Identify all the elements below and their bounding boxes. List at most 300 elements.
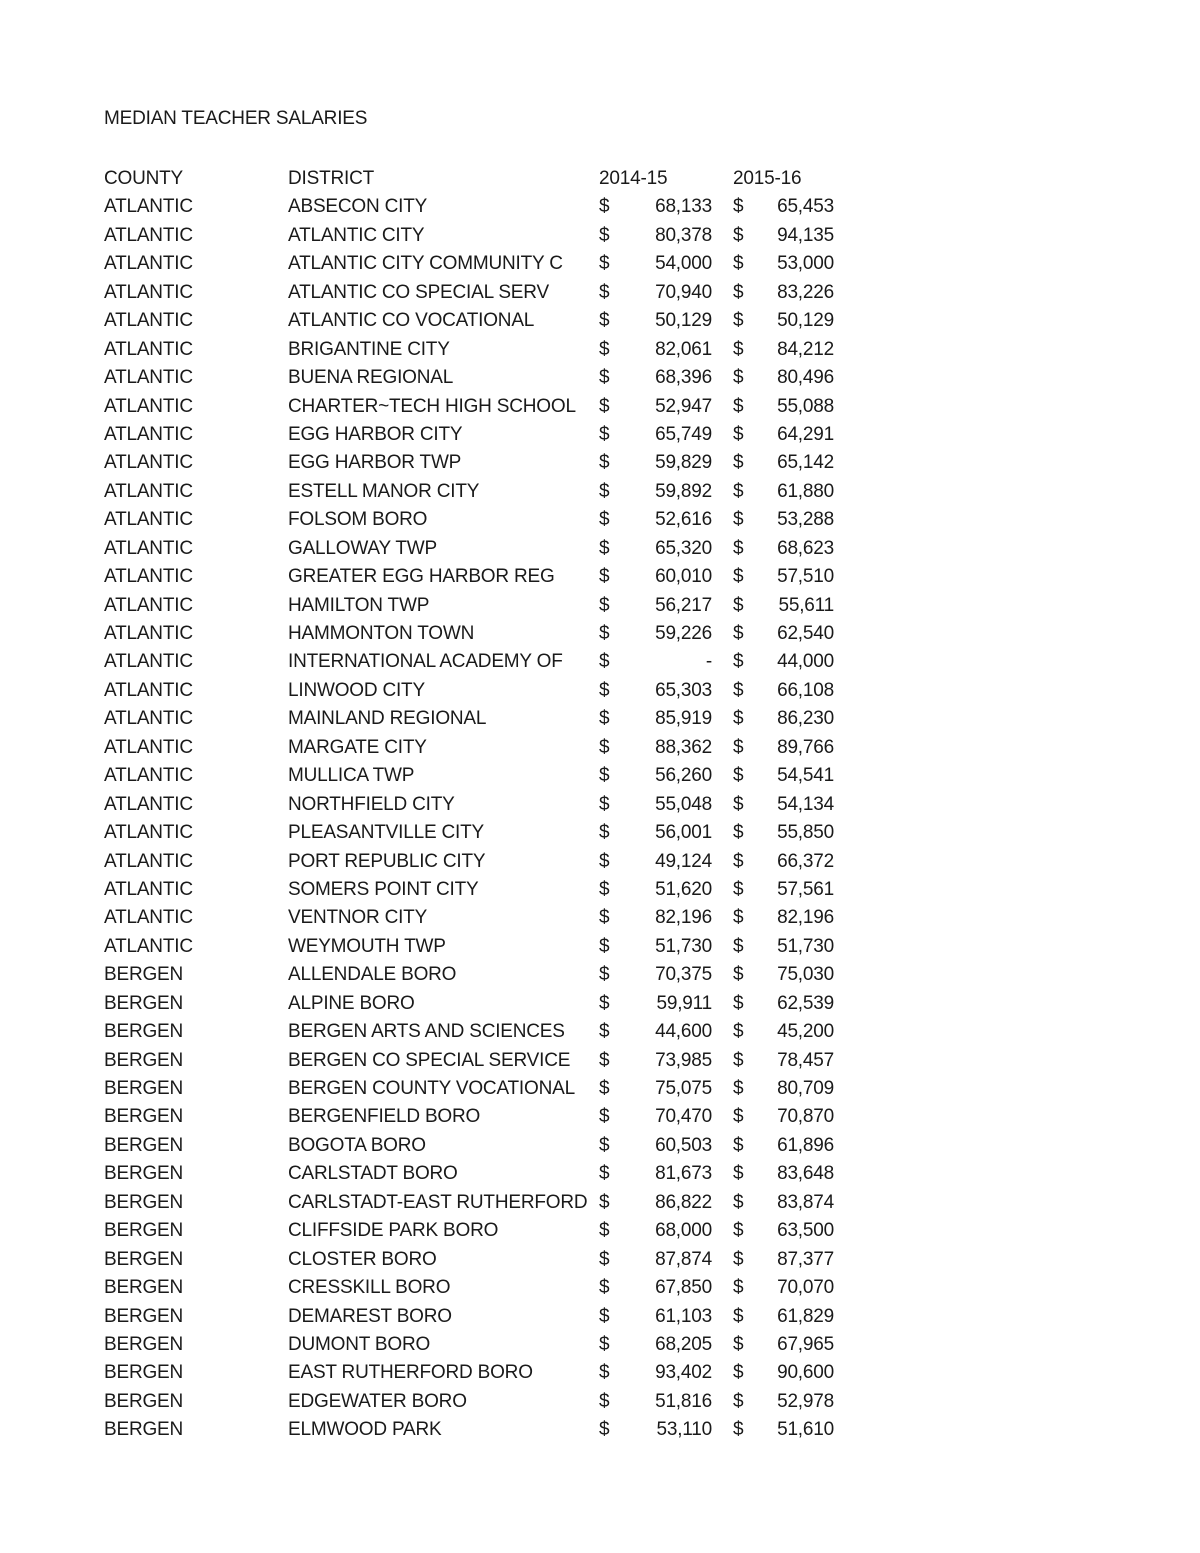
currency-symbol: $	[599, 594, 610, 616]
salary-2014-15-cell: 87,874	[655, 1248, 712, 1270]
table-row	[0, 762, 1200, 790]
salary-2015-16-cell: 61,880	[777, 480, 834, 502]
currency-symbol: $	[733, 1021, 744, 1043]
table-row	[0, 705, 1200, 733]
currency-symbol: $	[599, 822, 610, 844]
salary-2014-15-cell: 88,362	[655, 736, 712, 758]
currency-symbol: $	[599, 310, 610, 332]
salary-2015-16-cell: 63,500	[777, 1220, 834, 1242]
table-header-row	[0, 165, 1200, 193]
currency-symbol: $	[733, 367, 744, 389]
county-cell: BERGEN	[104, 1021, 184, 1043]
district-cell: CARLSTADT-EAST RUTHERFORD	[288, 1191, 588, 1213]
salary-2014-15-cell: 82,196	[655, 907, 712, 929]
salary-2014-15-cell: 52,947	[655, 395, 712, 417]
district-cell: SOMERS POINT CITY	[288, 878, 479, 900]
salary-2015-16-cell: 83,874	[777, 1191, 834, 1213]
table-row	[0, 535, 1200, 563]
currency-symbol: $	[733, 1419, 744, 1441]
salary-2015-16-cell: 51,610	[777, 1419, 834, 1441]
district-cell: LINWOOD CITY	[288, 679, 425, 701]
table-row	[0, 222, 1200, 250]
currency-symbol: $	[599, 253, 610, 275]
currency-symbol: $	[733, 1390, 744, 1412]
county-cell: ATLANTIC	[104, 708, 193, 730]
salary-2014-15-cell: 59,226	[655, 623, 712, 644]
currency-symbol: $	[599, 1078, 610, 1099]
currency-symbol: $	[733, 566, 744, 588]
currency-symbol: $	[599, 736, 610, 758]
currency-symbol: $	[733, 1333, 744, 1355]
currency-symbol: $	[599, 281, 610, 303]
county-cell: ATLANTIC	[104, 509, 193, 531]
district-cell: DUMONT BORO	[288, 1333, 431, 1355]
table-row	[0, 279, 1200, 307]
salary-2015-16-cell: 66,372	[777, 850, 834, 872]
salary-2015-16-cell: 87,377	[777, 1248, 834, 1270]
salary-2015-16-cell: 67,965	[777, 1333, 834, 1355]
table-row	[0, 193, 1200, 221]
county-cell: ATLANTIC	[104, 793, 193, 815]
currency-symbol: $	[733, 736, 744, 758]
currency-symbol: $	[599, 1163, 610, 1185]
currency-symbol: $	[733, 338, 744, 360]
currency-symbol: $	[733, 964, 744, 986]
salary-2014-15-cell: 59,829	[655, 452, 712, 474]
table-row	[0, 421, 1200, 449]
county-cell: BERGEN	[104, 1333, 184, 1355]
salary-2014-15-cell: 67,850	[655, 1277, 712, 1299]
currency-symbol: $	[733, 935, 744, 957]
table-row	[0, 1416, 1200, 1444]
county-cell: BERGEN	[104, 1049, 184, 1071]
header-county: COUNTY	[104, 168, 184, 189]
table-row	[0, 1160, 1200, 1188]
salary-2014-15-cell: 68,396	[655, 367, 712, 389]
district-cell: EDGEWATER BORO	[288, 1390, 467, 1412]
header-year-2015-16: 2015-16	[733, 168, 802, 189]
currency-symbol: $	[599, 878, 610, 900]
salary-2015-16-cell: 55,850	[777, 822, 834, 844]
salary-2014-15-cell: 80,378	[655, 224, 712, 246]
currency-symbol: $	[599, 1390, 610, 1412]
table-row	[0, 563, 1200, 591]
county-cell: BERGEN	[104, 1163, 184, 1185]
salary-2015-16-cell: 57,510	[777, 566, 834, 588]
district-cell: ATLANTIC CO SPECIAL SERV	[288, 281, 549, 303]
salary-2014-15-cell: 75,075	[655, 1078, 712, 1099]
salary-2014-15-cell: 70,940	[655, 281, 712, 303]
salary-2015-16-cell: 78,457	[777, 1049, 834, 1071]
salary-2014-15-cell: 51,816	[655, 1390, 712, 1412]
currency-symbol: $	[733, 1106, 744, 1128]
county-cell: ATLANTIC	[104, 850, 193, 872]
county-cell: ATLANTIC	[104, 537, 193, 559]
county-cell: ATLANTIC	[104, 310, 193, 332]
salary-2015-16-cell: 75,030	[777, 964, 834, 986]
district-cell: BOGOTA BORO	[288, 1134, 426, 1156]
salary-2014-15-cell: 51,730	[655, 935, 712, 957]
table-body	[0, 193, 1200, 1444]
table-row	[0, 677, 1200, 705]
currency-symbol: $	[599, 566, 610, 588]
currency-symbol: $	[599, 1134, 610, 1156]
salary-2014-15-cell: 55,048	[655, 793, 712, 815]
table-row	[0, 848, 1200, 876]
currency-symbol: $	[733, 395, 744, 417]
currency-symbol: $	[599, 1419, 610, 1441]
district-cell: BERGEN CO SPECIAL SERVICE	[288, 1049, 571, 1071]
table-row	[0, 1388, 1200, 1416]
county-cell: BERGEN	[104, 964, 184, 986]
currency-symbol: $	[599, 1021, 610, 1043]
table-row	[0, 1132, 1200, 1160]
county-cell: BERGEN	[104, 1362, 184, 1384]
salary-2015-16-cell: 70,070	[777, 1277, 834, 1299]
county-cell: ATLANTIC	[104, 907, 193, 929]
district-cell: INTERNATIONAL ACADEMY OF	[288, 651, 563, 673]
county-cell: ATLANTIC	[104, 480, 193, 502]
district-cell: BERGENFIELD BORO	[288, 1106, 481, 1128]
district-cell: FOLSOM BORO	[288, 509, 428, 531]
salary-2015-16-cell: 62,539	[777, 992, 834, 1014]
currency-symbol: $	[599, 452, 610, 474]
salary-2015-16-cell: 45,200	[777, 1021, 834, 1043]
salary-2014-15-cell: 51,620	[655, 878, 712, 900]
currency-symbol: $	[733, 281, 744, 303]
currency-symbol: $	[599, 196, 610, 218]
currency-symbol: $	[599, 679, 610, 701]
currency-symbol: $	[599, 1277, 610, 1299]
district-cell: ATLANTIC CITY	[288, 224, 425, 246]
table-row	[0, 648, 1200, 676]
county-cell: ATLANTIC	[104, 338, 193, 360]
district-cell: ELMWOOD PARK	[288, 1419, 442, 1441]
salary-2015-16-cell: 61,829	[777, 1305, 834, 1327]
salary-2014-15-cell: 65,749	[655, 423, 712, 445]
salary-2015-16-cell: 83,226	[777, 281, 834, 303]
salary-2015-16-cell: 68,623	[777, 537, 834, 559]
currency-symbol: $	[733, 480, 744, 502]
table-row	[0, 990, 1200, 1018]
table-row	[0, 734, 1200, 762]
currency-symbol: $	[733, 1305, 744, 1327]
currency-symbol: $	[599, 1220, 610, 1242]
salary-2015-16-cell: 86,230	[777, 708, 834, 730]
salary-2014-15-cell: 59,911	[656, 992, 712, 1014]
county-cell: ATLANTIC	[104, 423, 193, 445]
salary-2014-15-cell: 81,673	[655, 1163, 712, 1185]
table-row	[0, 449, 1200, 477]
table-row	[0, 1217, 1200, 1245]
salary-2015-16-cell: 61,896	[777, 1134, 834, 1156]
district-cell: ALLENDALE BORO	[288, 964, 457, 986]
district-cell: GREATER EGG HARBOR REG	[288, 566, 555, 588]
table-row	[0, 250, 1200, 278]
salary-2015-16-cell: 94,135	[777, 224, 834, 246]
district-cell: CHARTER~TECH HIGH SCHOOL	[288, 395, 576, 417]
currency-symbol: $	[733, 594, 744, 616]
currency-symbol: $	[733, 850, 744, 872]
county-cell: BERGEN	[104, 1390, 184, 1412]
salary-2014-15-cell: 86,822	[655, 1191, 712, 1213]
currency-symbol: $	[599, 1362, 610, 1384]
salary-2014-15-cell: 61,103	[655, 1305, 712, 1327]
currency-symbol: $	[599, 850, 610, 872]
district-cell: MAINLAND REGIONAL	[288, 708, 487, 730]
currency-symbol: $	[733, 509, 744, 531]
county-cell: ATLANTIC	[104, 281, 193, 303]
table-row	[0, 876, 1200, 904]
salary-2015-16-cell: 57,561	[777, 878, 834, 900]
currency-symbol: $	[733, 1220, 744, 1242]
currency-symbol: $	[733, 537, 744, 559]
salary-2014-15-cell: 68,205	[655, 1333, 712, 1355]
salary-2014-15-cell: 70,470	[655, 1106, 712, 1128]
currency-symbol: $	[733, 623, 744, 644]
district-cell: HAMMONTON TOWN	[288, 623, 475, 644]
district-cell: EAST RUTHERFORD BORO	[288, 1362, 533, 1384]
salary-2015-16-cell: 89,766	[777, 736, 834, 758]
county-cell: ATLANTIC	[104, 822, 193, 844]
table-row	[0, 592, 1200, 620]
salary-2015-16-cell: 65,453	[777, 196, 834, 218]
district-cell: EGG HARBOR CITY	[288, 423, 463, 445]
currency-symbol: $	[733, 651, 744, 673]
currency-symbol: $	[599, 224, 610, 246]
table-row	[0, 1103, 1200, 1131]
currency-symbol: $	[733, 1163, 744, 1185]
currency-symbol: $	[733, 310, 744, 332]
county-cell: ATLANTIC	[104, 566, 193, 588]
county-cell: BERGEN	[104, 1106, 184, 1128]
county-cell: ATLANTIC	[104, 253, 193, 275]
salary-2015-16-cell: 53,000	[777, 253, 834, 275]
currency-symbol: $	[733, 822, 744, 844]
district-cell: CLOSTER BORO	[288, 1248, 437, 1270]
currency-symbol: $	[599, 1191, 610, 1213]
district-cell: CLIFFSIDE PARK BORO	[288, 1220, 499, 1242]
salary-2014-15-cell: 49,124	[655, 850, 712, 872]
salary-2015-16-cell: 54,134	[777, 793, 834, 815]
county-cell: ATLANTIC	[104, 679, 193, 701]
currency-symbol: $	[733, 253, 744, 275]
district-cell: HAMILTON TWP	[288, 594, 430, 616]
currency-symbol: $	[733, 878, 744, 900]
county-cell: ATLANTIC	[104, 935, 193, 957]
salary-2015-16-cell: 54,541	[777, 765, 834, 787]
district-cell: CARLSTADT BORO	[288, 1163, 458, 1185]
currency-symbol: $	[599, 423, 610, 445]
table-row	[0, 1075, 1200, 1103]
county-cell: ATLANTIC	[104, 623, 193, 644]
table-row	[0, 1274, 1200, 1302]
currency-symbol: $	[733, 196, 744, 218]
salary-2015-16-cell: 84,212	[777, 338, 834, 360]
salary-2014-15-cell: 50,129	[655, 310, 712, 332]
currency-symbol: $	[733, 765, 744, 787]
currency-symbol: $	[599, 1333, 610, 1355]
county-cell: BERGEN	[104, 1220, 184, 1242]
currency-symbol: $	[599, 509, 610, 531]
currency-symbol: $	[599, 623, 610, 644]
county-cell: BERGEN	[104, 1277, 184, 1299]
salary-2014-15-cell: 82,061	[655, 338, 712, 360]
currency-symbol: $	[733, 1191, 744, 1213]
salary-2014-15-cell: 85,919	[655, 708, 712, 730]
county-cell: ATLANTIC	[104, 367, 193, 389]
district-cell: NORTHFIELD CITY	[288, 793, 455, 815]
table-row	[0, 364, 1200, 392]
currency-symbol: $	[733, 679, 744, 701]
table-row	[0, 1018, 1200, 1046]
salary-2015-16-cell: 55,611	[778, 594, 834, 616]
salary-2014-15-cell: 56,001	[655, 822, 712, 844]
currency-symbol: $	[733, 1049, 744, 1071]
currency-symbol: $	[733, 708, 744, 730]
district-cell: ATLANTIC CO VOCATIONAL	[288, 310, 535, 332]
district-cell: GALLOWAY TWP	[288, 537, 437, 559]
county-cell: BERGEN	[104, 1191, 184, 1213]
salary-2014-15-cell: 70,375	[655, 964, 712, 986]
table-row	[0, 336, 1200, 364]
table-row	[0, 961, 1200, 989]
county-cell: ATLANTIC	[104, 878, 193, 900]
salary-2015-16-cell: 64,291	[777, 423, 834, 445]
currency-symbol: $	[733, 1078, 744, 1099]
table-row	[0, 933, 1200, 961]
district-cell: MARGATE CITY	[288, 736, 427, 758]
currency-symbol: $	[733, 1248, 744, 1270]
currency-symbol: $	[599, 1248, 610, 1270]
salary-2014-15-cell: -	[705, 651, 712, 673]
county-cell: BERGEN	[104, 1305, 184, 1327]
salary-2014-15-cell: 65,303	[655, 679, 712, 701]
county-cell: BERGEN	[104, 1134, 184, 1156]
district-cell: PLEASANTVILLE CITY	[288, 822, 484, 844]
currency-symbol: $	[599, 537, 610, 559]
salary-2014-15-cell: 60,010	[655, 566, 712, 588]
salary-2015-16-cell: 52,978	[777, 1390, 834, 1412]
district-cell: ALPINE BORO	[288, 992, 415, 1014]
salary-2014-15-cell: 68,133	[655, 196, 712, 218]
district-cell: MULLICA TWP	[288, 765, 415, 787]
district-cell: DEMAREST BORO	[288, 1305, 452, 1327]
currency-symbol: $	[733, 793, 744, 815]
salary-2015-16-cell: 83,648	[777, 1163, 834, 1185]
table-row	[0, 1189, 1200, 1217]
salary-2014-15-cell: 93,402	[655, 1362, 712, 1384]
district-cell: ATLANTIC CITY COMMUNITY C	[288, 253, 563, 275]
salary-2015-16-cell: 80,709	[777, 1078, 834, 1099]
table-row	[0, 1359, 1200, 1387]
salary-2015-16-cell: 90,600	[777, 1362, 834, 1384]
currency-symbol: $	[733, 907, 744, 929]
county-cell: BERGEN	[104, 992, 184, 1014]
district-cell: WEYMOUTH TWP	[288, 935, 446, 957]
salary-2014-15-cell: 52,616	[655, 509, 712, 531]
currency-symbol: $	[733, 1362, 744, 1384]
currency-symbol: $	[733, 423, 744, 445]
salary-2015-16-cell: 70,870	[777, 1106, 834, 1128]
currency-symbol: $	[733, 224, 744, 246]
table-row	[0, 1303, 1200, 1331]
salary-2014-15-cell: 60,503	[655, 1134, 712, 1156]
table-row	[0, 620, 1200, 648]
district-cell: ESTELL MANOR CITY	[288, 480, 480, 502]
salary-2015-16-cell: 66,108	[777, 679, 834, 701]
currency-symbol: $	[733, 1134, 744, 1156]
salary-2014-15-cell: 65,320	[655, 537, 712, 559]
table-row	[0, 1331, 1200, 1359]
header-year-2014-15: 2014-15	[599, 168, 668, 189]
district-cell: BRIGANTINE CITY	[288, 338, 450, 360]
district-cell: BUENA REGIONAL	[288, 367, 454, 389]
county-cell: ATLANTIC	[104, 196, 193, 218]
currency-symbol: $	[733, 1277, 744, 1299]
currency-symbol: $	[599, 765, 610, 787]
currency-symbol: $	[599, 907, 610, 929]
currency-symbol: $	[599, 480, 610, 502]
county-cell: BERGEN	[104, 1078, 184, 1099]
currency-symbol: $	[599, 793, 610, 815]
district-cell: ABSECON CITY	[288, 196, 428, 218]
salary-table	[0, 165, 1200, 1445]
currency-symbol: $	[599, 651, 610, 673]
currency-symbol: $	[599, 367, 610, 389]
salary-2015-16-cell: 53,288	[777, 509, 834, 531]
currency-symbol: $	[599, 935, 610, 957]
county-cell: ATLANTIC	[104, 594, 193, 616]
salary-2015-16-cell: 51,730	[777, 935, 834, 957]
table-row	[0, 506, 1200, 534]
table-row	[0, 1246, 1200, 1274]
currency-symbol: $	[599, 1106, 610, 1128]
salary-2014-15-cell: 56,217	[655, 594, 712, 616]
table-row	[0, 819, 1200, 847]
county-cell: BERGEN	[104, 1419, 184, 1441]
salary-2014-15-cell: 56,260	[655, 765, 712, 787]
county-cell: ATLANTIC	[104, 765, 193, 787]
header-district: DISTRICT	[288, 168, 375, 189]
table-row	[0, 393, 1200, 421]
currency-symbol: $	[599, 338, 610, 360]
table-row	[0, 478, 1200, 506]
salary-2014-15-cell: 53,110	[656, 1419, 712, 1441]
currency-symbol: $	[599, 708, 610, 730]
district-cell: PORT REPUBLIC CITY	[288, 850, 486, 872]
county-cell: BERGEN	[104, 1248, 184, 1270]
district-cell: BERGEN COUNTY VOCATIONAL	[288, 1078, 575, 1099]
salary-2014-15-cell: 59,892	[655, 480, 712, 502]
salary-2015-16-cell: 80,496	[777, 367, 834, 389]
currency-symbol: $	[733, 452, 744, 474]
table-row	[0, 904, 1200, 932]
salary-2015-16-cell: 50,129	[777, 310, 834, 332]
salary-2015-16-cell: 82,196	[777, 907, 834, 929]
table-row	[0, 791, 1200, 819]
currency-symbol: $	[599, 1049, 610, 1071]
county-cell: ATLANTIC	[104, 651, 193, 673]
salary-2015-16-cell: 55,088	[777, 395, 834, 417]
currency-symbol: $	[599, 964, 610, 986]
district-cell: BERGEN ARTS AND SCIENCES	[288, 1021, 565, 1043]
county-cell: ATLANTIC	[104, 452, 193, 474]
table-row	[0, 307, 1200, 335]
salary-2015-16-cell: 62,540	[777, 623, 834, 644]
currency-symbol: $	[599, 992, 610, 1014]
district-cell: CRESSKILL BORO	[288, 1277, 451, 1299]
